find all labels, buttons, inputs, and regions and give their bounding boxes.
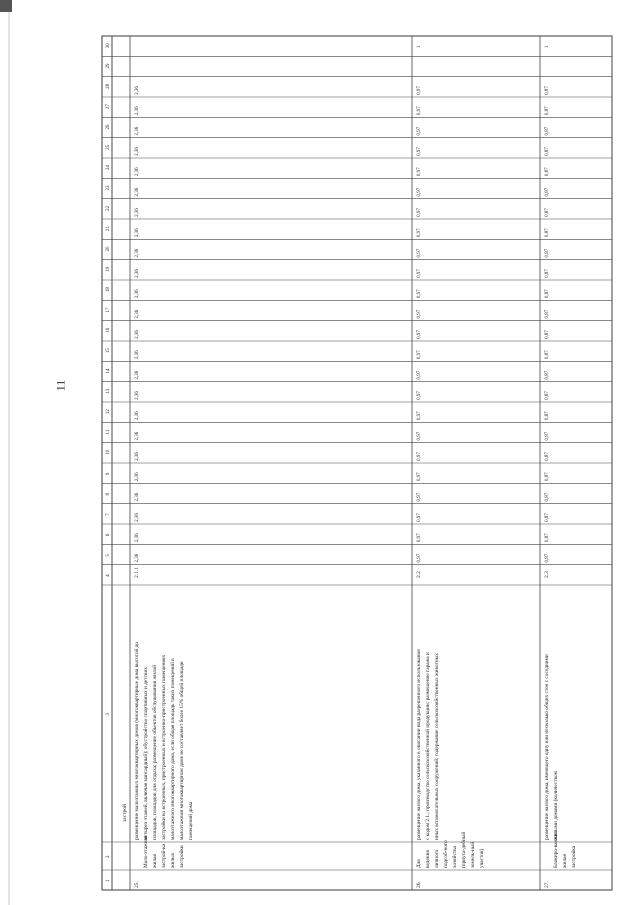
value-cell: 0,97 [417, 106, 422, 116]
value-cell: 0,97 [417, 187, 422, 197]
header-number: 10 [106, 449, 111, 455]
value-cell: 0,97 [417, 126, 422, 136]
value-cell: 0,97 [417, 411, 422, 421]
value-cell: 2,36 [135, 391, 140, 400]
zone-text: Блокиро-ванная [553, 832, 559, 868]
value-cell: 0,87 [545, 431, 550, 441]
header-number: 6 [106, 533, 111, 537]
header-number: 11 [106, 429, 111, 435]
value-cell: 2,36 [135, 248, 140, 258]
zone-text: Для [416, 859, 422, 868]
value-cell: 2,36 [135, 106, 140, 116]
zone-text: ведения [425, 850, 431, 868]
header-number: 23 [106, 185, 111, 191]
header-number: 24 [106, 165, 111, 171]
zone-text: Мало-этажная [143, 835, 149, 868]
value-cell: 0,97 [417, 513, 422, 522]
header-number: 12 [106, 409, 111, 415]
value-cell: 0,97 [417, 533, 422, 543]
description-text: иных вспомогательных сооружений; содержание сельскохозяйственных животных [434, 653, 440, 840]
value-cell: 0,87 [545, 248, 550, 258]
header-number: 19 [106, 266, 111, 272]
value-cell: 0,87 [545, 472, 550, 482]
value-cell: 0,87 [545, 269, 550, 278]
description-text: четырех этажей, включая мансардный); обустройство спортивных и детских [143, 667, 149, 840]
description-text: площадок, площадок для отдыха; размещение объектов обслуживания жилой [152, 664, 158, 840]
value-cell: 0,87 [545, 350, 550, 360]
header-number: 22 [106, 205, 111, 211]
header-number: 30 [106, 43, 111, 49]
value-cell: 0,97 [417, 289, 422, 299]
value-cell: 0,87 [545, 330, 550, 339]
value-cell: 0,87 [545, 86, 550, 95]
value-cell: 0,97 [417, 330, 422, 339]
value-cell: 0,87 [545, 167, 550, 177]
value-cell: 0,97 [417, 492, 422, 502]
header-number: 20 [106, 246, 111, 252]
description-text: размещение малоэтажных многоквартирных домов (многоквартирные дома высотой до [134, 642, 140, 840]
header-number: 3 [106, 713, 111, 716]
code-cell: 2.2 [416, 571, 422, 578]
value-cell: 0,87 [545, 208, 550, 217]
value-cell: 2,36 [135, 187, 140, 197]
value-cell: 2,36 [135, 370, 140, 380]
row-number: 25. [134, 881, 140, 888]
value-cell: 0,97 [417, 452, 422, 461]
header-number: 9 [106, 472, 111, 476]
zone-text: участок) [479, 848, 485, 868]
value-cell: 0,97 [417, 391, 422, 400]
value-cell: 0,87 [545, 370, 550, 380]
header-number: 5 [106, 554, 111, 557]
header-number: 21 [106, 226, 111, 232]
value-cell: 0,87 [545, 309, 550, 319]
value-cell: 2,36 [135, 86, 140, 95]
description-text: малоэтажном многоквартирном доме не составляет более 15% общей площади [179, 661, 185, 840]
value-cell: 1 [417, 45, 422, 49]
value-cell: 2,36 [135, 431, 140, 441]
zone-text: застрой-ка [161, 844, 167, 868]
value-cell: 0,87 [545, 126, 550, 136]
value-cell: 2,36 [135, 411, 140, 421]
value-cell: 2,36 [135, 167, 140, 177]
header-number: 4 [106, 574, 111, 577]
value-cell: 0,97 [417, 269, 422, 278]
value-cell: 2,36 [135, 513, 140, 522]
description-text: застройки во встроенных, пристроенных и встроенно-пристроенных помещениях [161, 654, 167, 840]
value-cell: 2,36 [135, 269, 140, 278]
value-cell: 0,87 [545, 289, 550, 299]
value-cell: 2,36 [135, 208, 140, 217]
value-cell: 0,87 [545, 391, 550, 400]
value-cell: 0,87 [545, 513, 550, 522]
value-cell: 0,97 [417, 147, 422, 156]
value-cell: 0,97 [417, 228, 422, 238]
row-number: 27. [544, 881, 550, 888]
code-cell: 2.3 [544, 571, 550, 578]
value-cell: 0,87 [545, 553, 550, 563]
value-cell: 2,36 [135, 492, 140, 502]
header-number: 18 [106, 287, 111, 293]
description-text: размещение жилого дома, имеющего одну или несколько общих стен с соседними [544, 654, 550, 840]
code-cell: 2.1.1 [134, 567, 140, 578]
value-cell: 2,36 [135, 350, 140, 360]
value-cell: 0,97 [417, 370, 422, 380]
row-number: 26. [416, 881, 422, 888]
header-number: 1 [106, 879, 111, 882]
value-cell: 1 [545, 45, 550, 49]
zone-text: личного [434, 849, 440, 868]
header-number: 27 [106, 104, 111, 110]
value-cell: 0,87 [545, 452, 550, 461]
value-cell: 2,36 [135, 289, 140, 299]
value-cell: 0,97 [417, 431, 422, 441]
zone-text: застройка [571, 845, 577, 868]
value-cell: 2,36 [135, 126, 140, 136]
value-cell: 0,87 [545, 106, 550, 116]
value-cell: 0,97 [417, 553, 422, 563]
value-cell: 0,87 [545, 492, 550, 502]
value-cell: 0,97 [417, 86, 422, 95]
description-text: размещение жилого дома, указанного в описании вида разрешенного использования [416, 649, 422, 840]
value-cell: 0,87 [545, 147, 550, 156]
description-text: помещений дома [188, 801, 194, 840]
header-number: 7 [106, 513, 111, 516]
value-cell: 2,36 [135, 452, 140, 461]
table-cell: застрой [122, 804, 128, 822]
value-cell: 2,36 [135, 553, 140, 563]
value-cell: 2,36 [135, 472, 140, 482]
value-cell: 2,36 [135, 533, 140, 543]
header-number: 25 [106, 144, 111, 150]
header-number: 17 [106, 307, 111, 313]
value-cell: 0,97 [417, 309, 422, 319]
header-number: 8 [106, 493, 111, 496]
value-cell: 0,87 [545, 228, 550, 238]
header-number: 14 [106, 368, 111, 374]
zone-text: хозяйства [452, 846, 458, 868]
page-number: 11 [53, 379, 68, 392]
value-cell: 2,36 [135, 309, 140, 319]
header-number: 13 [106, 388, 111, 394]
value-cell: 0,97 [417, 472, 422, 482]
value-cell: 0,97 [417, 350, 422, 360]
header-number: 26 [106, 124, 111, 130]
header-number: 2 [106, 855, 111, 858]
zone-text: (приуса-дебный [461, 831, 467, 868]
header-number: 29 [106, 63, 111, 69]
value-cell: 0,97 [417, 208, 422, 217]
value-cell: 2,36 [135, 228, 140, 238]
zone-text: земель-ный [470, 841, 476, 868]
zone-text: застройки [179, 845, 185, 868]
zone-text: жилых [170, 852, 176, 868]
description-text: малоэтажного многоквартирного дома, если общая площадь таких помещений в [170, 658, 176, 840]
header-number: 15 [106, 348, 111, 354]
value-cell: 0,87 [545, 533, 550, 543]
value-cell: 2,36 [135, 147, 140, 156]
value-cell: 0,87 [545, 411, 550, 421]
value-cell: 0,87 [545, 187, 550, 197]
zone-text: подсоб-ного [443, 840, 449, 868]
value-cell: 2,36 [135, 330, 140, 339]
description-text: жилыми домами (количеством [553, 771, 559, 840]
zone-text: жилая [152, 854, 158, 868]
value-cell: 0,97 [417, 167, 422, 177]
value-cell: 0,97 [417, 248, 422, 258]
header-number: 28 [106, 83, 111, 89]
description-text: с кодом 2.1.; производство сельскохозяйственной продукции; размещение гаража и [425, 652, 431, 840]
header-number: 16 [106, 327, 111, 333]
zone-text: жилая [562, 854, 568, 868]
